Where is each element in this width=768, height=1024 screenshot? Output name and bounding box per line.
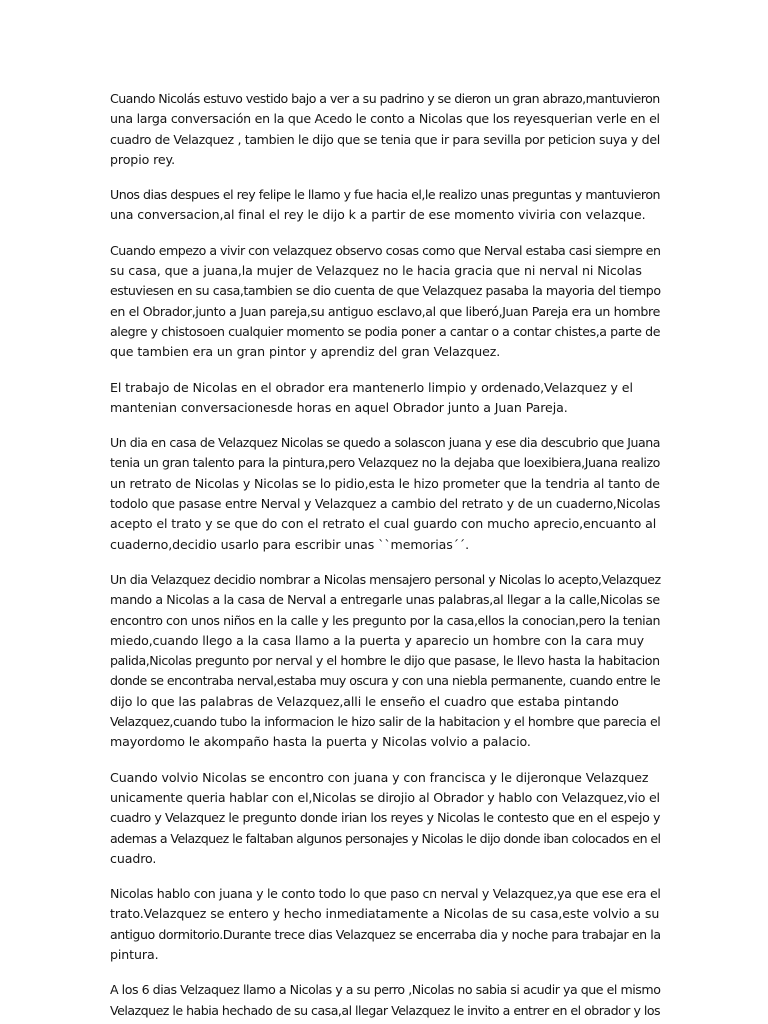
text-line: Velazquez,cuando tubo la informacion le hizo salir de la habitacion y el hombre que parecia el (110, 714, 661, 730)
text-line: Nicolas hablo con juana y le conto todo lo que paso cn nerval y Velazquez,ya que ese era el (110, 886, 661, 902)
paragraph-2 (110, 185, 662, 226)
text-line: Cuando volvio Nicolas se encontro con juana y con francisca y le dijeronque Velazquez (110, 769, 649, 785)
text-line: Cuando Nicolás estuvo vestido bajo a ver a su padrino y se dieron un gran abrazo,mantuvieron (110, 91, 660, 106)
text-line: todolo que pasase entre Nerval y Velazquez a cambio del retrato y de un cuaderno,Nicolas (110, 496, 661, 512)
text-line: antiguo dormitorio.Durante trece dias Velazquez se encerraba dia y noche para trabajar en la (110, 926, 661, 942)
paragraph-6 (110, 570, 662, 753)
text-line: cuaderno,decidio usarlo para escribir unas ``memorias´´. (110, 536, 469, 552)
paragraph-8 (110, 884, 662, 965)
text-line: mando a Nicolas a la casa de Nerval a entregarle unas palabras,al llegar a la calle,Nicolas se (110, 592, 660, 608)
text-line: cuadro. (110, 850, 157, 866)
text-line: una conversacion,al final el rey le dijo k a partir de ese momento viviria con velazque. (110, 207, 646, 223)
text-line: cuadro de Velazquez , tambien le dijo que se tenia que ir para sevilla por peticion suya y del (110, 131, 660, 147)
paragraph-1 (110, 89, 662, 170)
text-line: ademas a Velazquez le faltaban algunos personajes y Nicolas le dijo donde iban colocados en el (110, 830, 661, 846)
text-line: estuviesen en su casa,tambien se dio cuenta de que Velazquez pasaba la mayoria del tiempo (110, 283, 661, 299)
paragraph-7 (110, 768, 662, 869)
text-line: tenia un gran talento para la pintura,pero Velazquez no la dejaba que loexibiera,Juana realizo (110, 455, 660, 471)
text-line: El trabajo de Nicolas en el obrador era mantenerlo limpio y ordenado,Velazquez y el (110, 379, 633, 395)
paragraph-5 (110, 433, 662, 555)
text-line: miedo,cuando llego a la casa llamo a la puerta y aparecio un hombre con la cara muy (110, 632, 645, 648)
paragraph-3 (110, 241, 662, 363)
text-line: que tambien era un gran pintor y aprendiz del gran Velazquez. (110, 344, 501, 360)
text-line: una larga conversación en la que Acedo le conto a Nicolas que los reyesquerian verle en el (110, 111, 660, 127)
text-line: Cuando empezo a vivir con velazquez observo cosas como que Nerval estaba casi siempre en (110, 242, 661, 258)
text-line: un retrato de Nicolas y Nicolas se lo pidio,esta le hizo prometer que la tendria al tanto de (110, 475, 660, 491)
text-line: palida,Nicolas pregunto por nerval y el hombre le dijo que pasase, le llevo hasta la habitacion (110, 653, 660, 669)
text-line: en el Obrador,junto a Juan pareja,su antiguo esclavo,al que liberó,Juan Pareja era un hombre (110, 303, 660, 319)
text-line: Unos dias despues el rey felipe le llamo y fue hacia el,le realizo unas preguntas y mantuvieron (110, 187, 661, 203)
text-line: Un dia Velazquez decidio nombrar a Nicolas mensajero personal y Nicolas lo acepto,Velazquez (110, 571, 661, 587)
text-line: alegre y chistosoen cualquier momento se podia poner a cantar o a contar chistes,a parte de (110, 323, 661, 339)
text-line: Un dia en casa de Velazquez Nicolas se quedo a solascon juana y ese dia descubrio que Juana (110, 435, 660, 451)
paragraph-4 (110, 378, 662, 419)
text-line: su casa, que a juana,la mujer de Velazquez no le hacia gracia que ni nerval ni Nicolas (110, 263, 642, 279)
document-body (110, 89, 662, 1024)
text-line: trato.Velazquez se entero y hecho inmediatamente a Nicolas de su casa,este volvio a su (110, 906, 660, 922)
text-line: pintura. (110, 946, 159, 962)
text-line: donde se encontraba nerval,estaba muy oscura y con una niebla permanente, cuando entre le (110, 673, 661, 689)
text-line: encontro con unos niños en la calle y les pregunto por la casa,ellos la conocian,pero la tenian (110, 612, 661, 628)
text-line: mantenian conversacionesde horas en aquel Obrador junto a Juan Pareja. (110, 399, 568, 415)
text-line: mayordomo le akompaño hasta la puerta y Nicolas volvio a palacio. (110, 734, 531, 750)
text-line: Velazquez le habia hechado de su casa,al llegar Velazquez le invito a entrer en el obrador y los (110, 1002, 661, 1018)
text-line: cuadro y Velazquez le pregunto donde irian los reyes y Nicolas le contesto que en el espejo y (110, 810, 661, 826)
text-line: propio rey. (110, 151, 176, 167)
text-line: unicamente queria hablar con el,Nicolas se dirojio al Obrador y hablo con Velazquez,vio el (110, 789, 660, 805)
text-line: A los 6 dias Velzaquez llamo a Nicolas y a su perro ,Nicolas no sabia si acudir ya que el mismo (110, 982, 661, 998)
text-line: acepto el trato y se que do con el retrato el cual guardo con mucho aprecio,encuanto al (110, 516, 657, 532)
paragraph-9 (110, 980, 662, 1021)
text-line: dijo lo que las palabras de Velazquez,alli le enseño el cuadro que estaba pintando (110, 693, 619, 709)
